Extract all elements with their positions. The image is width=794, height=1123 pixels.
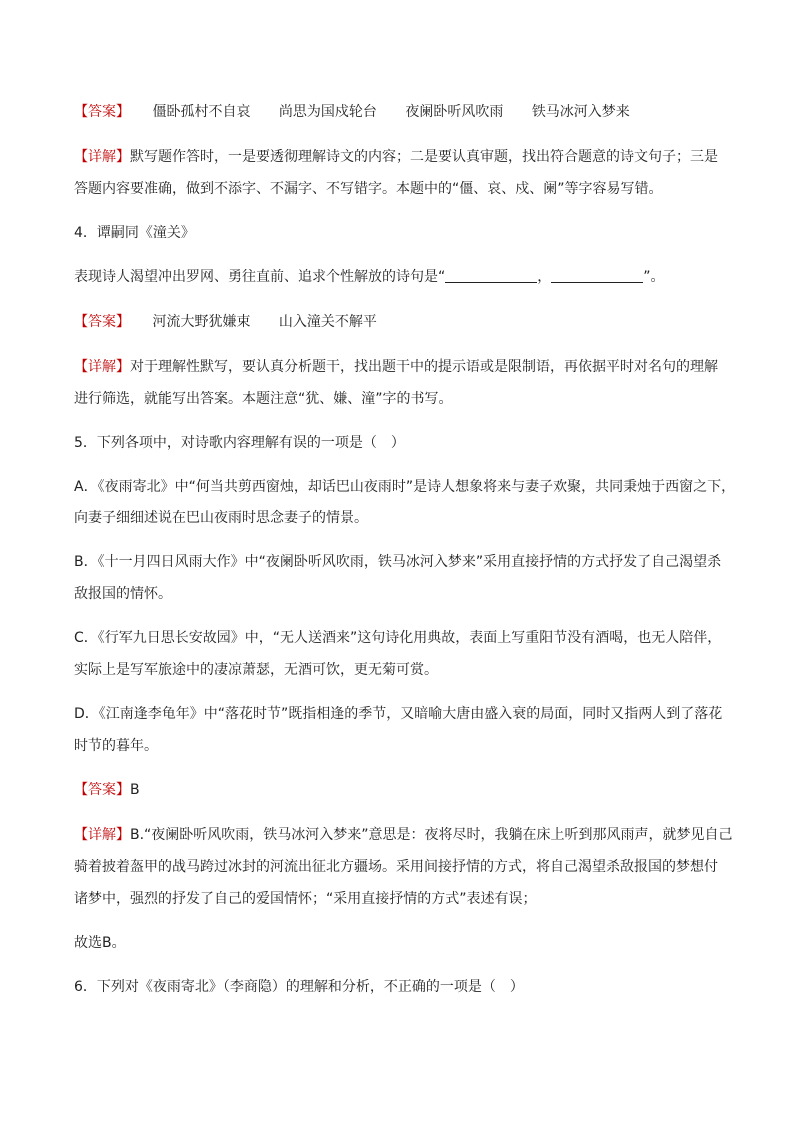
answer-text: 僵卧孤村不自哀 (152, 104, 251, 120)
q5-option-b-line-1: B．《十一月四日风雨大作》中“夜阑卧听风吹雨，铁马冰河入梦来”采用直接抒情的方式抒发了自己渴望杀 (74, 554, 722, 570)
q3-detail-line-2: 答题内容要准确，做到不添字、不漏字、不写错字。本题中的“僵、哀、戍、阑”等字容易写错。 (74, 181, 663, 197)
q5-option-a-line-1: A．《夜雨寄北》中“何当共剪西窗烛，却话巴山夜雨时”是诗人想象将来与妻子欢聚，共同秉烛于西窗之下， (74, 479, 736, 495)
q5-detail-line-2: 骑着披着盔甲的战马跨过冰封的河流出征北方疆场。采用间接抒情的方式，将自己渴望杀敌报国的梦想付 (74, 859, 718, 875)
q5-detail-line-1 (74, 825, 733, 845)
answer-text: 河流大野犹嫌束 (152, 314, 251, 330)
answer-text: 夜阑卧听风吹雨 (405, 104, 504, 120)
detail-text: B.“夜阑卧听风吹雨，铁马冰河入梦来”意思是：夜将尽时，我躺在床上听到那风雨声，就梦见自己 (130, 827, 733, 843)
q5-option-a-line-2: 向妻子细细述说在巴山夜雨时思念妻子的情景。 (74, 510, 368, 526)
answer-tag: 【答案】 (74, 782, 130, 798)
question-text: ， (537, 269, 552, 285)
q4-detail-line-2: 进行筛选，就能写出答案。本题注意“犹、嫌、潼”字的书写。 (74, 391, 453, 407)
answer-tag: 【答案】 (74, 104, 130, 120)
q5-option-b-line-2: 敌报国的情怀。 (74, 586, 172, 602)
q3-detail-line-1 (74, 147, 724, 167)
answer-tag: 【答案】 (74, 314, 130, 330)
q5-answer-line (74, 780, 724, 800)
detail-tag: 【详解】 (74, 359, 130, 375)
q5-conclusion: 故选B。 (74, 935, 126, 951)
answer-blank (551, 268, 643, 283)
question-text: ”。 (643, 269, 665, 285)
q6-title: 6．下列对《夜雨寄北》（李商隐）的理解和分析，不正确的一项是（ ） (74, 979, 524, 995)
q5-title: 5．下列各项中，对诗歌内容理解有误的一项是（ ） (74, 435, 405, 451)
detail-tag: 【详解】 (74, 827, 130, 843)
detail-tag: 【详解】 (74, 149, 130, 165)
q5-option-c-line-1: C．《行军九日思长安故园》中，“无人送酒来”这句诗化用典故，表面上写重阳节没有酒喝，也无人陪伴， (74, 630, 722, 646)
detail-text: 对于理解性默写，要认真分析题干，找出题干中的提示语或是限制语，再依据平时对名句的理解 (130, 359, 718, 375)
q4-detail-line-1 (74, 357, 724, 377)
question-text: 表现诗人渴望冲出罗网、勇往直前、追求个性解放的诗句是“ (74, 269, 446, 285)
answer-text: 山入潼关不解平 (278, 314, 377, 330)
answer-text: 尚思为国戍轮台 (278, 104, 377, 120)
q3-answer-line (74, 102, 724, 122)
answer-text: B (130, 782, 140, 798)
q4-answer-line (74, 312, 724, 332)
answer-text: 铁马冰河入梦来 (531, 104, 630, 120)
q4-title: 4．谭嗣同《潼关》 (74, 225, 195, 241)
q5-option-c-line-2: 实际上是写军旅途中的凄凉萧瑟，无酒可饮，更无菊可赏。 (74, 662, 438, 678)
q5-detail-line-3: 诸梦中，强烈的抒发了自己的爱国情怀；“采用直接抒情的方式”表述有误； (74, 891, 537, 907)
q5-option-d-line-1: D．《江南逢李龟年》中“落花时节”既指相逢的季节，又暗喻大唐由盛入衰的局面，同时又指两人到了落花 (74, 706, 723, 722)
answer-blank (445, 268, 537, 283)
q5-option-d-line-2: 时节的暮年。 (74, 738, 158, 754)
q4-question (74, 267, 724, 287)
detail-text: 默写题作答时，一是要透彻理解诗文的内容；二是要认真审题，找出符合题意的诗文句子；三是 (130, 149, 718, 165)
